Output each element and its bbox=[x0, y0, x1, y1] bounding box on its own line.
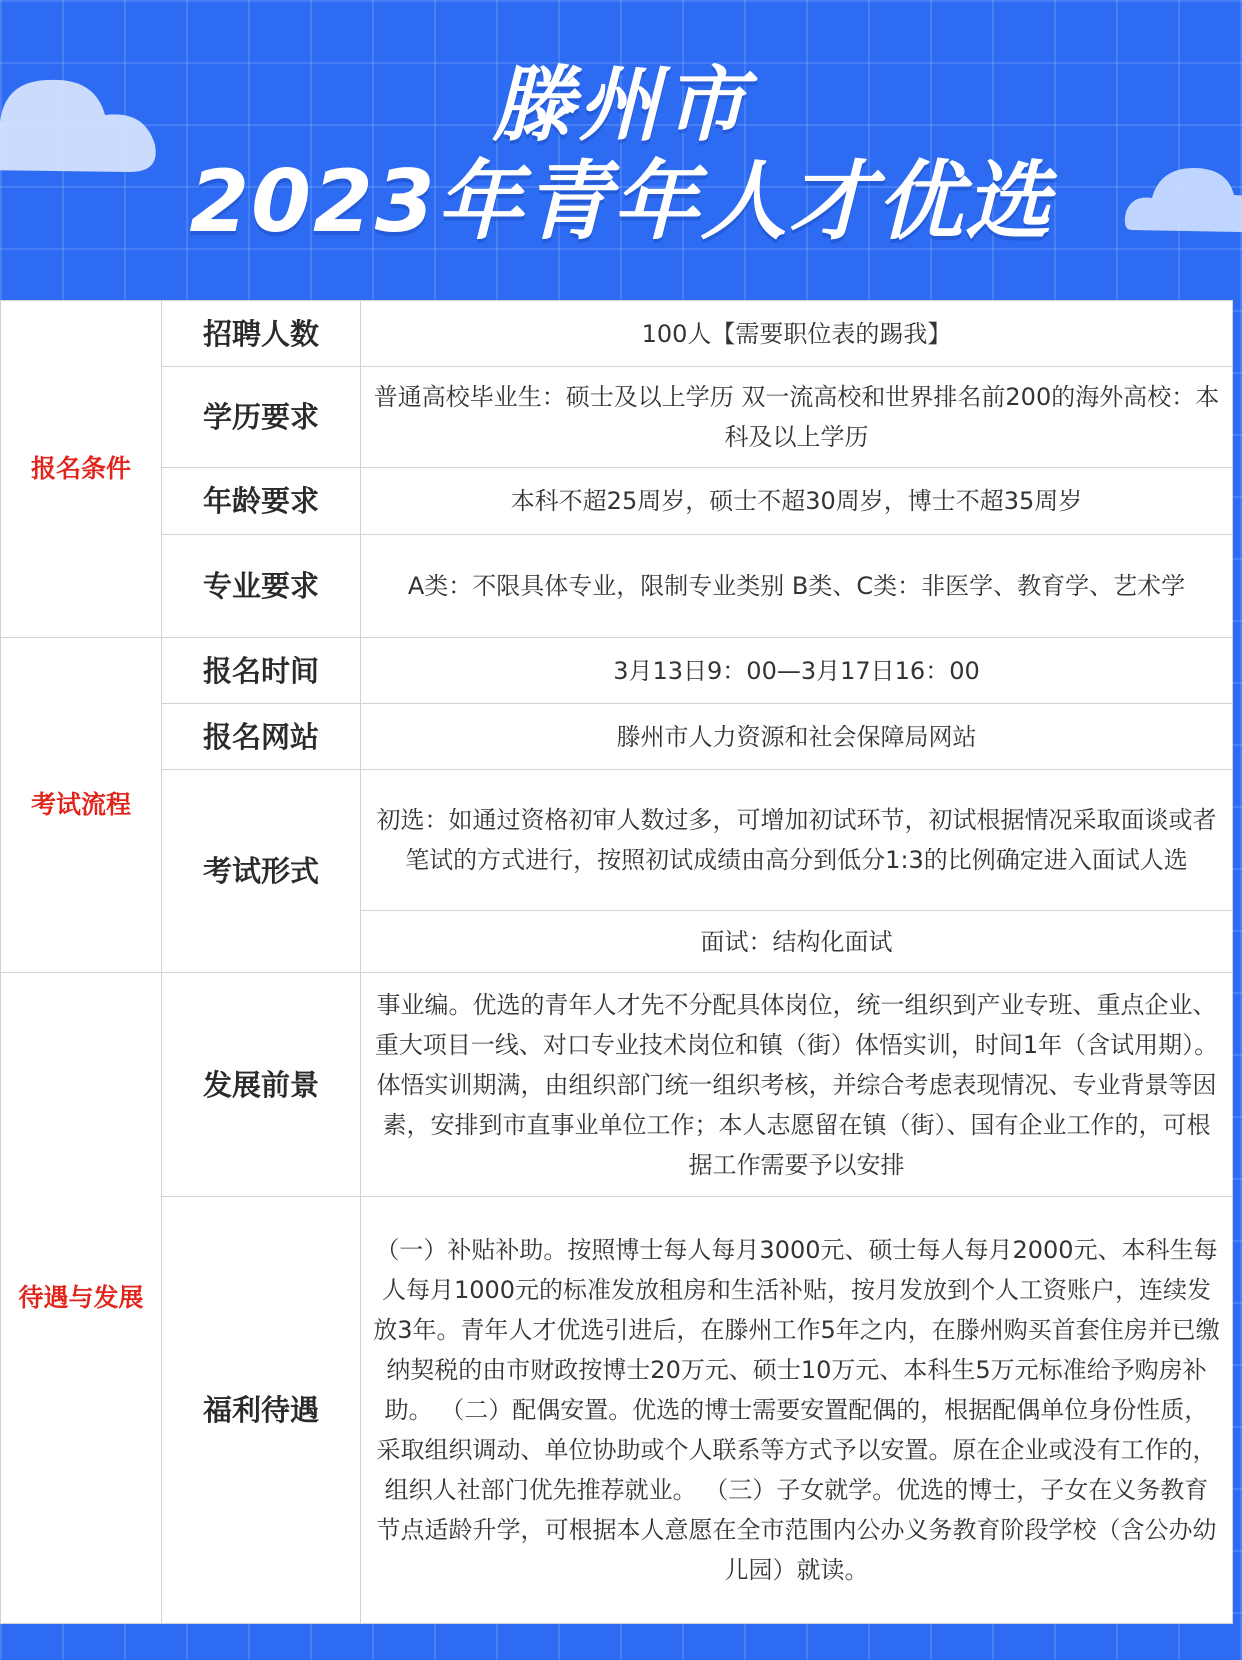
row-value: 初选：如通过资格初审人数过多，可增加初试环节，初试根据情况采取面谈或者笔试的方式进行，按照初试成绩由高分到低分1:3的比例确定进入面试人选 bbox=[361, 770, 1233, 911]
table-row bbox=[1, 770, 1233, 911]
row-value: 普通高校毕业生：硕士及以上学历 双一流高校和世界排名前200的海外高校：本科及以上学历 bbox=[361, 367, 1233, 468]
row-label: 发展前景 bbox=[162, 973, 361, 1197]
page-title-program: 2023年青年人才优选 bbox=[189, 152, 1053, 252]
table-row bbox=[1, 973, 1233, 1197]
table-row bbox=[1, 638, 1233, 704]
table-row bbox=[1, 468, 1233, 535]
table-row bbox=[1, 1197, 1233, 1624]
info-table-card bbox=[0, 300, 1232, 1623]
table-row bbox=[1, 367, 1233, 468]
row-label: 福利待遇 bbox=[162, 1197, 361, 1624]
section-label-registration-conditions: 报名条件 bbox=[1, 301, 162, 638]
table-row bbox=[1, 301, 1233, 367]
row-value: A类：不限具体专业，限制专业类别 B类、C类：非医学、教育学、艺术学 bbox=[361, 535, 1233, 638]
recruitment-info-table bbox=[0, 300, 1233, 1624]
row-label: 报名网站 bbox=[162, 704, 361, 770]
row-value: （一）补贴补助。按照博士每人每月3000元、硕士每人每月2000元、本科生每人每月1000元的标准发放租房和生活补贴，按月发放到个人工资账户，连续发放3年。青年人才优选引进后，在滕州工作5年之内，在滕州购买首套住房并已缴纳契税的由市财政按博士20万元、硕士10万元、本科生5万元标准给予购房补助。 （二）配偶安置。优选的博士需要安置配偶的，根据配偶单位身份性质，采取组织调动、单位协助或个人联系等方式予以安置。原在企业或没有工作的，组织人社部门优先推荐就业。 （三）子女就学。优选的博士，子女在义务教育节点适龄升学，可根据本人意愿在全市范围内公办义务教育阶段学校（含公办幼儿园）就读。 bbox=[361, 1197, 1233, 1624]
section-label-exam-process: 考试流程 bbox=[1, 638, 162, 973]
row-label: 考试形式 bbox=[162, 770, 361, 973]
row-value: 3月13日9：00—3月17日16：00 bbox=[361, 638, 1233, 704]
row-value: 本科不超25周岁，硕士不超30周岁，博士不超35周岁 bbox=[361, 468, 1233, 535]
row-label: 年龄要求 bbox=[162, 468, 361, 535]
table-row bbox=[1, 704, 1233, 770]
row-value: 100人【需要职位表的踢我】 bbox=[361, 301, 1233, 367]
row-value: 事业编。优选的青年人才先不分配具体岗位，统一组织到产业专班、重点企业、重大项目一线、对口专业技术岗位和镇（街）体悟实训，时间1年（含试用期）。体悟实训期满，由组织部门统一组织考核，并综合考虑表现情况、专业背景等因素，安排到市直事业单位工作；本人志愿留在镇（街）、国有企业工作的，可根据工作需要予以安排 bbox=[361, 973, 1233, 1197]
table-row bbox=[1, 535, 1233, 638]
row-label: 学历要求 bbox=[162, 367, 361, 468]
section-label-benefits-development: 待遇与发展 bbox=[1, 973, 162, 1624]
row-label: 专业要求 bbox=[162, 535, 361, 638]
page-title-city: 滕州市 bbox=[492, 58, 750, 153]
row-value: 面试：结构化面试 bbox=[361, 911, 1233, 973]
row-label: 招聘人数 bbox=[162, 301, 361, 367]
row-value: 滕州市人力资源和社会保障局网站 bbox=[361, 704, 1233, 770]
row-label: 报名时间 bbox=[162, 638, 361, 704]
